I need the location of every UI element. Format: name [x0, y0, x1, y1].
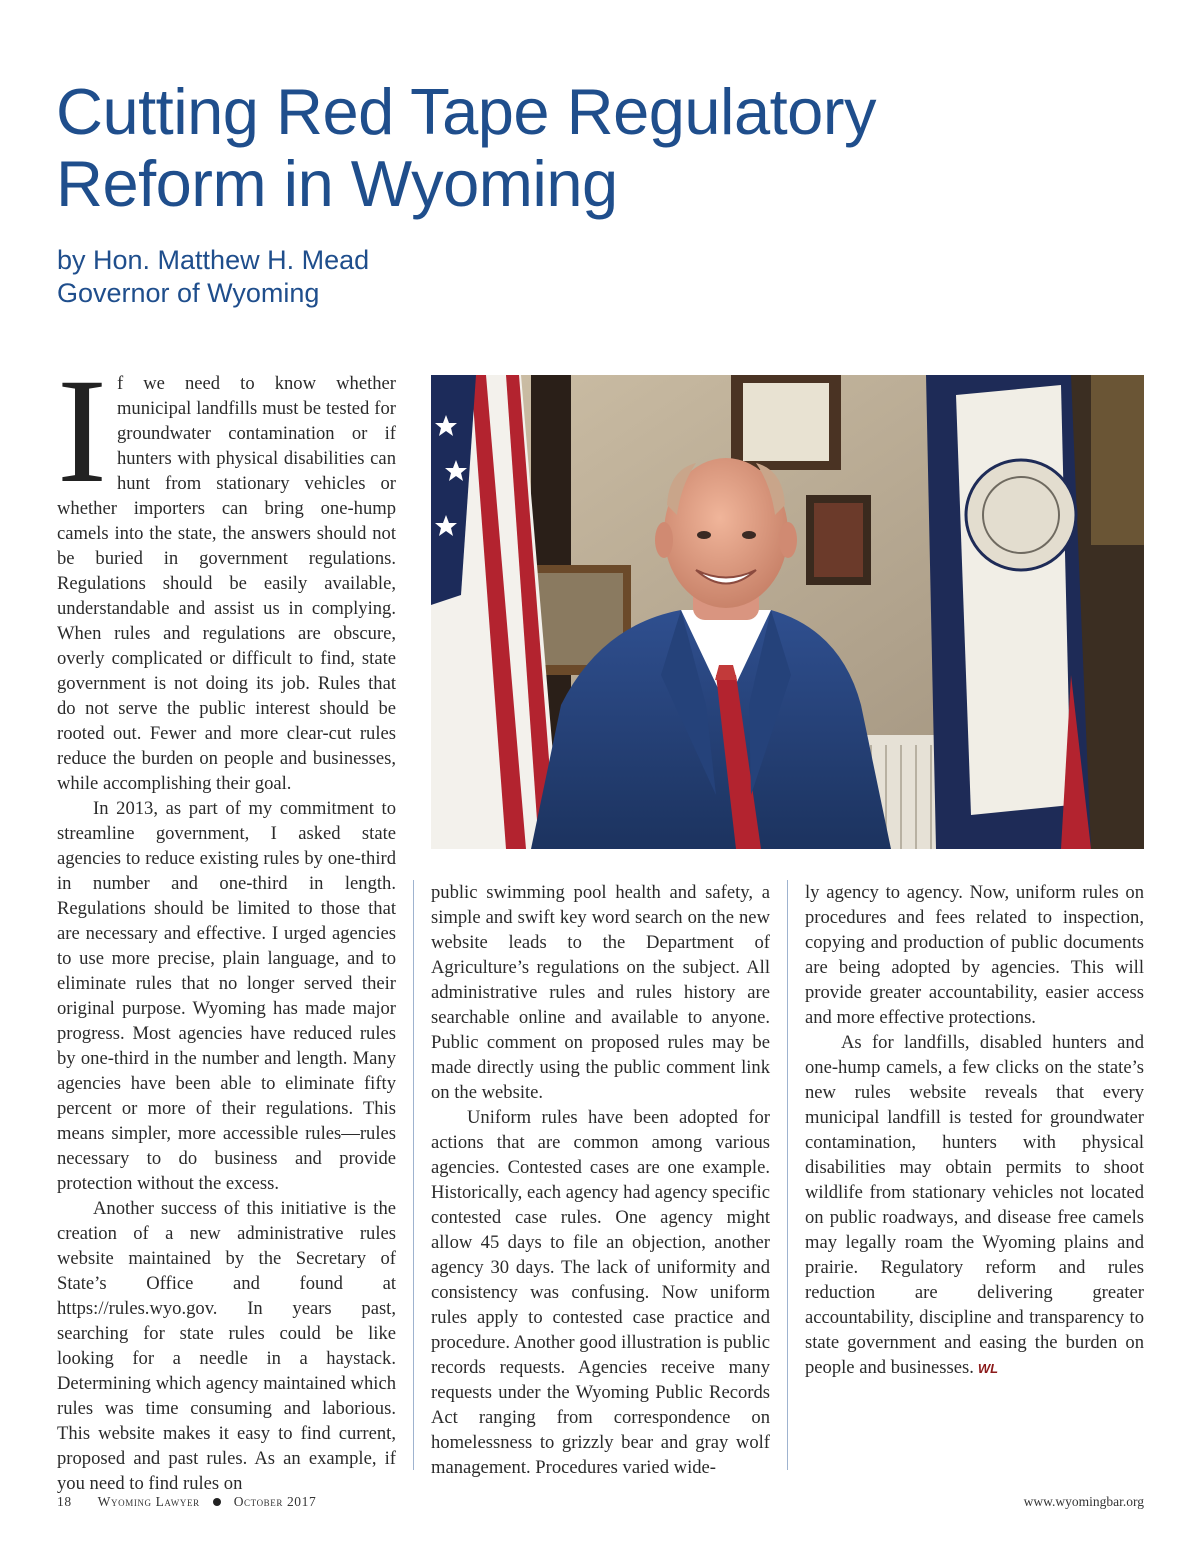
article-title-line-2: Reform in Wyoming — [56, 147, 618, 220]
byline — [57, 244, 657, 310]
footer-website: www.wyomingbar.org — [1023, 1494, 1144, 1509]
paragraph-4: public swimming pool health and safety, a simple and swift key word search on the new website leads to the Department of Agriculture’s regulations on the subject. All administrative rules and rules history are searchable online and available to anyone. Public comment on proposed rules may be made directly using the public comment link on the website. — [431, 882, 770, 1103]
paragraph-1-text: f we need to know whether municipal landfills must be tested for groundwater contamination or if hunters with physical disabilities can hunt from stationary vehicles or whether importers can bring one-hump camels into the state, the answers should not be buried in government regulations. Regulations should be easily available, understandable and assist us in complying. When rules and regulations are obscure, overly complicated or difficult to find, state government is not doing its job. Rules that do not serve the public interest should be rooted out. Fewer and more clear-cut rules reduce the burden on people and businesses, while accomplishing their goal. — [57, 373, 396, 794]
issue-date: October 2017 — [233, 1494, 317, 1509]
paragraph-1 — [57, 348, 396, 796]
article-title — [56, 76, 1056, 220]
column-divider-1 — [413, 880, 414, 1470]
portrait-illustration — [431, 375, 1144, 849]
text-column-3 — [805, 880, 1144, 1381]
paragraph-7 — [805, 1030, 1144, 1381]
paragraph-3: Another success of this initiative is the creation of a new administrative rules website maintained by the Secretary of State’s Office and found at https://rules.wyo.gov. In years past, searching for state rules could be like looking for a needle in a haystack. Determining which agency maintained which rules was time consuming and laborious. This website makes it easy to find current, proposed and past rules. As an example, if you need to find rules on — [57, 1198, 396, 1494]
byline-role: Governor of Wyoming — [57, 278, 320, 308]
byline-author: by Hon. Matthew H. Mead — [57, 245, 370, 275]
footer-left — [57, 1494, 316, 1510]
end-mark: WL — [977, 1361, 999, 1376]
paragraph-5: Uniform rules have been adopted for actions that are common among various agencies. Contested cases are one example. Historically, each agency had agency specific contested case rules. One agency might allow 45 days to file an objection, another agency 30 days. The lack of uniformity and consistency was confusing. Now uniform rules apply to contested case practice and procedure. Another good illustration is public records requests. Agencies receive many requests under the Wyoming Public Records Act ranging from correspondence on homelessness to grizzly bear and gray wolf management. Procedures varied wide- — [431, 1107, 770, 1478]
publication-name: Wyoming Lawyer — [97, 1494, 200, 1509]
text-column-2 — [431, 880, 770, 1480]
column-divider-2 — [787, 880, 788, 1470]
text-column-1 — [57, 348, 396, 1496]
paragraph-7-text: As for landfills, disabled hunters and one-hump camels, a few clicks on the state’s new rules website reveals that every municipal landfill is tested for groundwater contamination, hunters with physical disabilities may obtain permits to shoot wildlife from stationary vehicles not located on public roadways, and disease free camels may legally roam the Wyoming plains and prairie. Regulatory reform and rules reduction are delivering greater accountability, discipline and transparency to state government and easing the burden on people and businesses. — [805, 1032, 1144, 1378]
paragraph-2: In 2013, as part of my commitment to streamline government, I asked state agencies to reduce existing rules by one-third in number and one-third in length. Regulations should be limited to those that are necessary and effective. I urged agencies to use more precise, plain language, and to eliminate rules that no longer served their original purpose. Wyoming has made major progress. Most agencies have reduced rules by one-third in the number and length. Many agencies have been able to eliminate fifty percent or more of their regulations. This means simpler, more accessible rules—rules necessary to do business and provide protection without the excess. — [57, 798, 396, 1194]
page-number: 18 — [57, 1494, 72, 1509]
article-title-line-1: Cutting Red Tape Regulatory — [56, 75, 876, 148]
drop-cap: I — [57, 348, 107, 514]
bullet-dot-icon — [213, 1498, 221, 1506]
governor-portrait-photo — [431, 375, 1144, 849]
paragraph-6: ly agency to agency. Now, uniform rules on procedures and fees related to inspection, copying and production of public documents are being adopted by agencies. This will provide greater accountability, easier access and more effective protections. — [805, 882, 1144, 1028]
